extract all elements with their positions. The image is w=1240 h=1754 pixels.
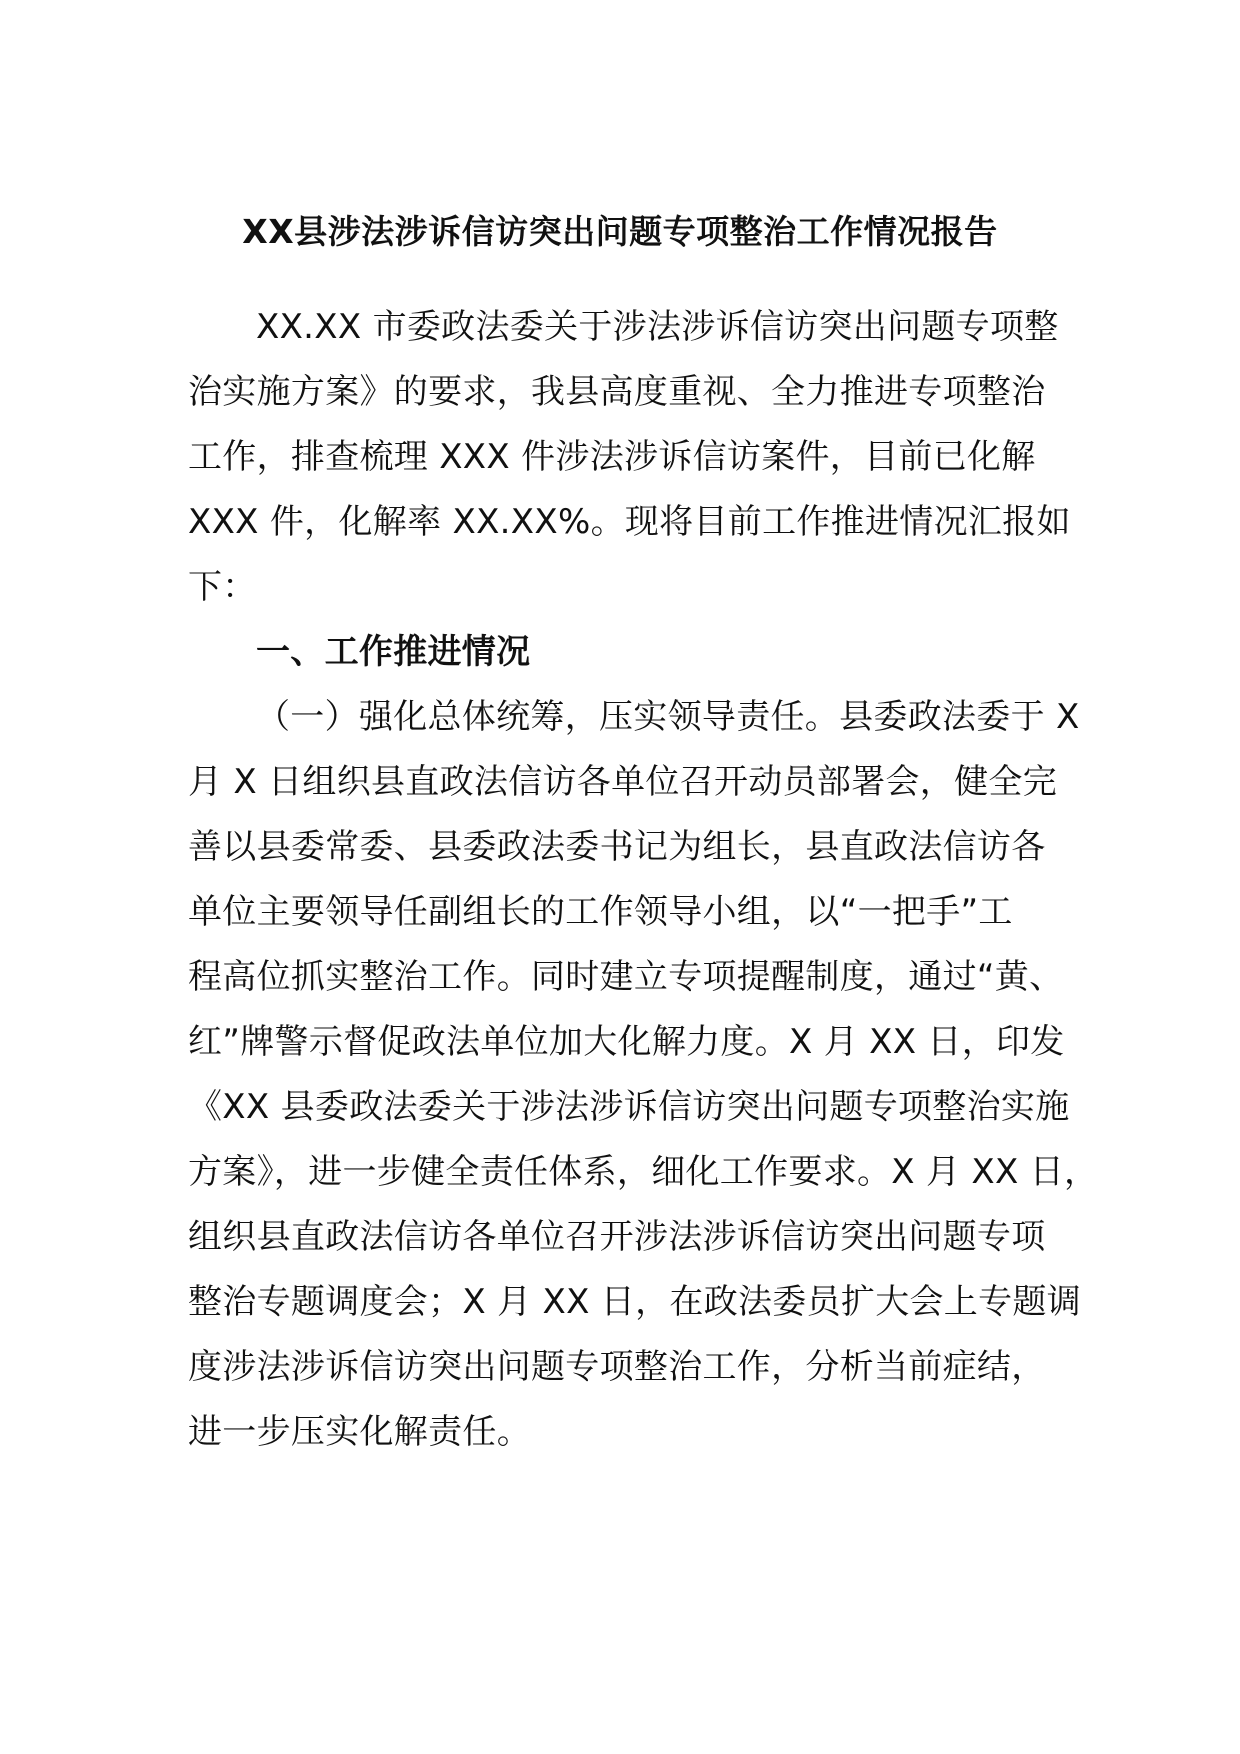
paragraph-line: 下：: [188, 567, 257, 607]
paragraph-line: 善以县委常委、县委政法委书记为组长，县直政法信访各: [188, 827, 1046, 867]
paragraph-line: 进一步压实化解责任。: [188, 1412, 531, 1452]
paragraph-line: 整治专题调度会；X 月 XX 日，在政法委员扩大会上专题调: [188, 1282, 1081, 1322]
section-paragraph: [188, 685, 1099, 1465]
paragraph-line: （一）强化总体统筹，压实领导责任。县委政法委于 X: [256, 697, 1080, 737]
paragraph-line: 治实施方案》的要求，我县高度重视、全力推进专项整治: [188, 372, 1046, 412]
paragraph-line: XX.XX 市委政法委关于涉法涉诉信访突出问题专项整: [256, 307, 1059, 347]
paragraph-line: 单位主要领导任副组长的工作领导小组，以“一把手”工: [188, 892, 1013, 932]
paragraph-line: 月 X 日组织县直政法信访各单位召开动员部署会，健全完: [188, 762, 1058, 802]
intro-paragraph: [188, 295, 1071, 620]
paragraph-line: 程高位抓实整治工作。同时建立专项提醒制度，通过“黄、: [188, 957, 1064, 997]
paragraph-line: 《XX 县委政法委关于涉法涉诉信访突出问题专项整治实施: [188, 1087, 1070, 1127]
document-body: [188, 295, 1099, 1465]
section-heading: 一、工作推进情况: [256, 632, 531, 672]
paragraph-line: 度涉法涉诉信访突出问题专项整治工作，分析当前症结，: [188, 1347, 1046, 1387]
paragraph-line: XXX 件，化解率 XX.XX%。现将目前工作推进情况汇报如: [188, 502, 1071, 542]
document-title: XX县涉法涉诉信访突出问题专项整治工作情况报告: [242, 212, 998, 251]
paragraph-line: 工作，排查梳理 XXX 件涉法涉诉信访案件，目前已化解: [188, 437, 1036, 477]
paragraph-line: 组织县直政法信访各单位召开涉法涉诉信访突出问题专项: [188, 1217, 1046, 1257]
paragraph-line: 红”牌警示督促政法单位加大化解力度。X 月 XX 日，印发: [188, 1022, 1065, 1062]
paragraph-line: 方案》，进一步健全责任体系，细化工作要求。X 月 XX 日，: [188, 1152, 1099, 1192]
